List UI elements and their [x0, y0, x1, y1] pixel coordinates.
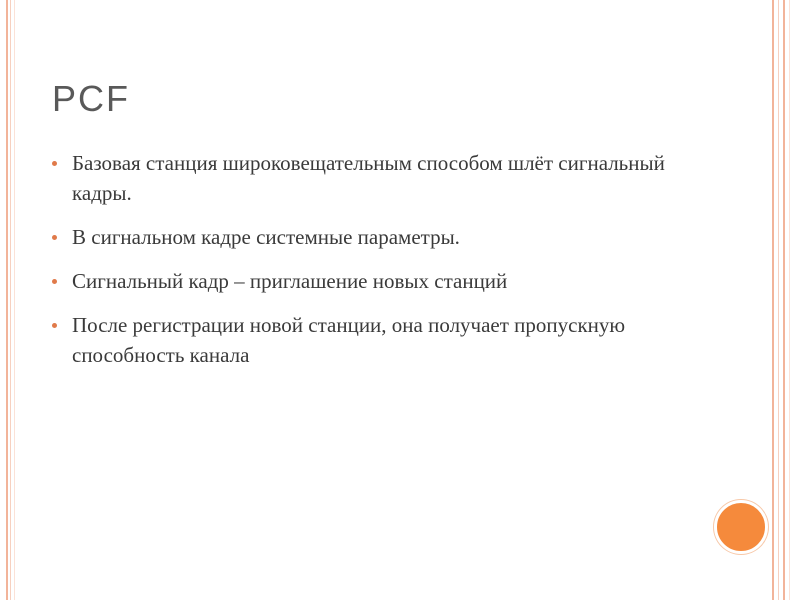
bullet-dot-icon — [52, 235, 57, 240]
bullet-text: После регистрации новой станции, она получает пропускную способность канала — [72, 313, 626, 367]
orange-circle-icon — [714, 500, 768, 554]
frame-line-left — [14, 0, 15, 600]
bullet-item — [52, 266, 712, 296]
frame-line-right — [783, 0, 785, 600]
bullet-dot-icon — [52, 161, 57, 166]
bullet-item — [52, 222, 712, 252]
bullet-text: В сигнальном кадре системные параметры. — [72, 225, 460, 249]
frame-line-left — [10, 0, 11, 600]
bullet-dot-icon — [52, 323, 57, 328]
bullet-item — [52, 148, 712, 208]
bullet-text: Сигнальный кадр – приглашение новых станций — [72, 269, 508, 293]
slide-title: PCF — [52, 78, 130, 119]
frame-line-left — [6, 0, 8, 600]
bullet-item — [52, 310, 712, 370]
frame-line-right — [778, 0, 779, 600]
frame-line-right — [772, 0, 774, 600]
frame-line-right — [789, 0, 790, 600]
bullet-list — [52, 148, 712, 384]
bullet-dot-icon — [52, 279, 57, 284]
bullet-text: Базовая станция широковещательным способом шлёт сигнальный кадры. — [72, 151, 665, 205]
